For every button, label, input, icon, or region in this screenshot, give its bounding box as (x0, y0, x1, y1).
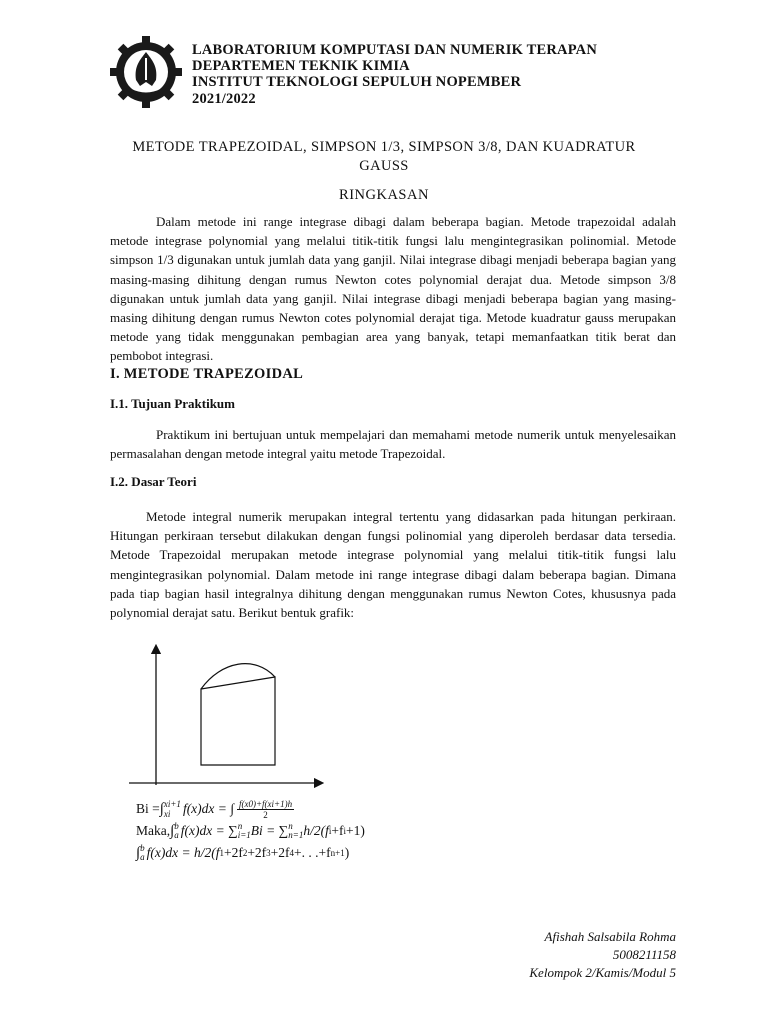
header-line-dept: DEPARTEMEN TEKNIK KIMIA (192, 58, 410, 75)
purpose-text: Praktikum ini bertujuan untuk mempelajari dan memahami metode numerik untuk menyelesaikan permasalahan dengan metode integral yaitu metode Trapezoidal. (110, 427, 676, 462)
summary-paragraph (110, 212, 676, 366)
its-logo-icon (108, 34, 184, 110)
formula-fraction: $\frac{f(x0)+f(xi+1)h}{2}$ (238, 798, 293, 820)
theory-paragraph (110, 507, 676, 622)
summary-text: Dalam metode ini range integrase dibagi dalam beberapa bagian. Metode trapezoidal adalah metode integrase polynomial yang melalui titik-titik fungsi lalu mengintegrasikan polinomial. Metode simpson 1/3 digunakan untuk jumlah data yang ganjil. Nilai integrase dibagi menjadi beberapa bagian yang masing-masing dihitung dengan rumus Newton cotes polynomial derajat dua. Metode simpson 3/8 digunakan untuk jumlah data yang ganjil. Nilai integrase dibagi menjadi beberapa bagian yang masing-masing dihitung dengan rumus Newton cotes polynomial derajat tiga. Metode kuadratur gauss merupakan metode yang tidak menggunakan pembagian area yang banyak, tetapi memanfaatkan titik berat dan pembobot integrasi. (110, 214, 676, 364)
subsection-heading-theory: I.2. Dasar Teori (110, 474, 197, 489)
summary-heading: RINGKASAN (339, 187, 429, 203)
institution-header (192, 42, 597, 107)
trapezoid-graph (125, 643, 325, 793)
header-line-year: 2021/2022 (192, 90, 256, 107)
title-line-1: METODE TRAPEZOIDAL, SIMPSON 1/3, SIMPSON 3/8, DAN KUADRATUR (132, 139, 636, 155)
header-line-lab: LABORATORIUM KOMPUTASI DAN NUMERIK TERAPAN (192, 42, 598, 58)
curve-function (201, 664, 275, 689)
theory-text: Metode integral numerik merupakan integral tertentu yang didasarkan pada hitungan perkiraan. Hitungan perkiraan tersebut dilakukan dengan fungsi polinomial yang diperoleh berdasar data tersedia. Metode Trapezoidal merupakan metode integrase polynomial yang melalui titik-titik fungsi lalu mengintegrasikan polynomial. Dalam metode ini range integrase dibagi dalam beberapa bagian. Dimana pada tiap bagian hasil integralnya dihitung dengan menggunakan rumus Newton Cotes, khususnya pada polynomial derajat satu. Berikut bentuk grafik: (110, 509, 676, 621)
header-line-institute: INSTITUT TEKNOLOGI SEPULUH NOPEMBER (192, 74, 522, 91)
formula-composite: ∫ b a f(x)dx = h/2(f 1 +2f 2 +2f 3 +2f 4 +. . .+f n+1 ) (136, 843, 350, 862)
author-name: Afishah Salsabila Rohma (544, 929, 676, 944)
trapezoid-shape (201, 677, 275, 765)
author-group: Kelompok 2/Kamis/Modul 5 (529, 965, 676, 980)
document-title (110, 138, 658, 176)
author-signature (529, 928, 676, 982)
subsection-heading-purpose: I.1. Tujuan Praktikum (110, 396, 235, 411)
purpose-paragraph (110, 425, 676, 463)
formula-block (136, 798, 365, 864)
formula-maka: Maka, ∫ b a f(x)dx = ∑ n i=1 Bi = ∑ n n=1 h/2(f i +f i +1) (136, 821, 365, 840)
section-heading-trapezoidal: I. METODE TRAPEZOIDAL (110, 366, 304, 382)
integral-sign: ∫ (159, 801, 164, 817)
formula-bi: Bi = ∫ xi+1 xi f(x)dx = ∫ $\frac{f(x0)+f(xi+1)h}{2}$ (136, 798, 293, 820)
title-line-2: GAUSS (359, 158, 409, 174)
author-nrp: 5008211158 (612, 947, 676, 962)
